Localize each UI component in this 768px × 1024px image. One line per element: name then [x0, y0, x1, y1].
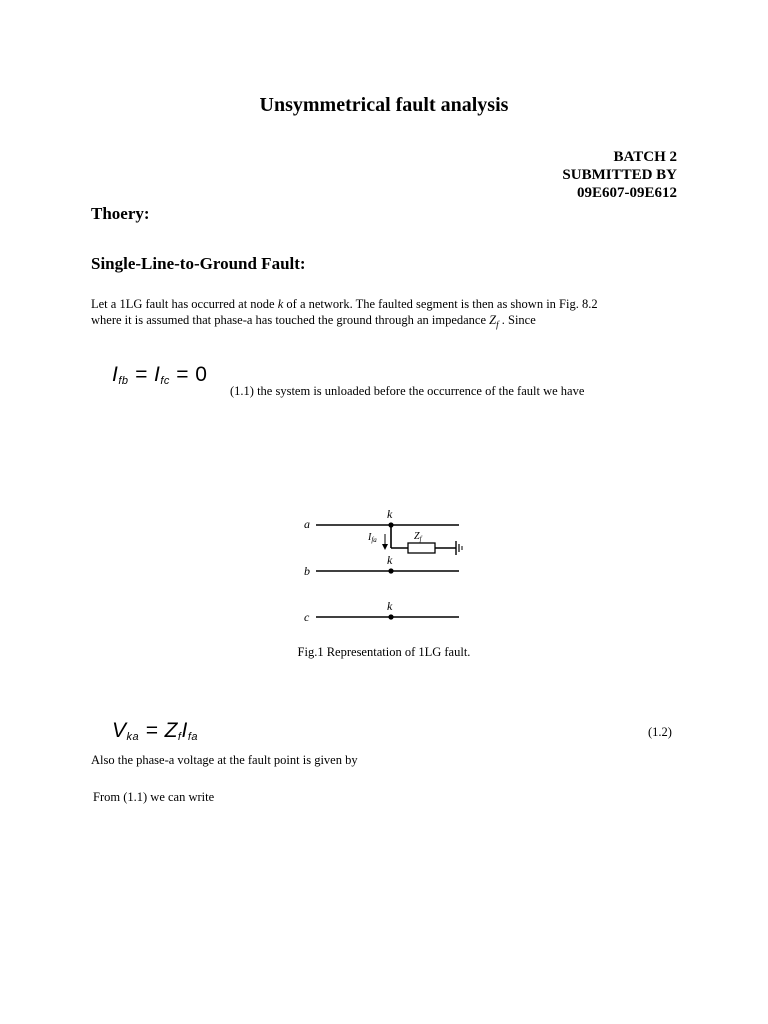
node-k-a	[388, 522, 393, 527]
equation-1: $I_{fb} = I_{fc} = 0$	[112, 363, 208, 387]
label-k-b: k	[387, 553, 393, 567]
roll-numbers: 09E607-09E612	[576, 185, 677, 201]
paragraph-line-2: where it is assumed that phase-a has touched the ground through an impedance $Z_f$ . Since	[91, 313, 536, 330]
document-title: Unsymmetrical fault analysis	[259, 94, 509, 116]
equation-2: $V_{ka} = Z_fI_{fa}$	[112, 719, 198, 743]
node-k-c	[388, 614, 393, 619]
fault-diagram	[296, 506, 476, 621]
paragraph-line-1: Let a 1LG fault has occurred at node k of a network. The faulted segment is then as shown in Fig. 8.2	[91, 297, 598, 311]
equation-1-trailing-text: (1.1) the system is unloaded before the occurrence of the fault we have	[230, 384, 585, 398]
label-k-c: k	[387, 599, 393, 613]
node-k-b	[388, 568, 393, 573]
section-heading-theory: Thoery:	[91, 204, 150, 223]
label-b: b	[304, 564, 310, 578]
label-k-a: k	[387, 507, 393, 521]
batch-label: BATCH 2	[613, 149, 677, 165]
impedance-label: $Z_f$	[414, 531, 422, 543]
submitted-by-label: SUBMITTED BY	[562, 167, 677, 183]
section-heading-slg-fault: Single-Line-to-Ground Fault:	[91, 254, 306, 273]
equation-2-number: (1.2)	[648, 725, 672, 739]
figure-caption: Fig.1 Representation of 1LG fault.	[297, 645, 471, 659]
paragraph-intro	[91, 296, 691, 333]
current-label: $I_{fa}$	[368, 532, 377, 544]
arrow-head	[382, 544, 388, 550]
label-c: c	[304, 610, 310, 621]
phase-a-voltage-line: Also the phase-a voltage at the fault point is given by	[91, 753, 358, 767]
label-a: a	[304, 517, 310, 531]
from-1-1-line: From (1.1) we can write	[93, 790, 215, 804]
impedance-box	[408, 543, 435, 553]
